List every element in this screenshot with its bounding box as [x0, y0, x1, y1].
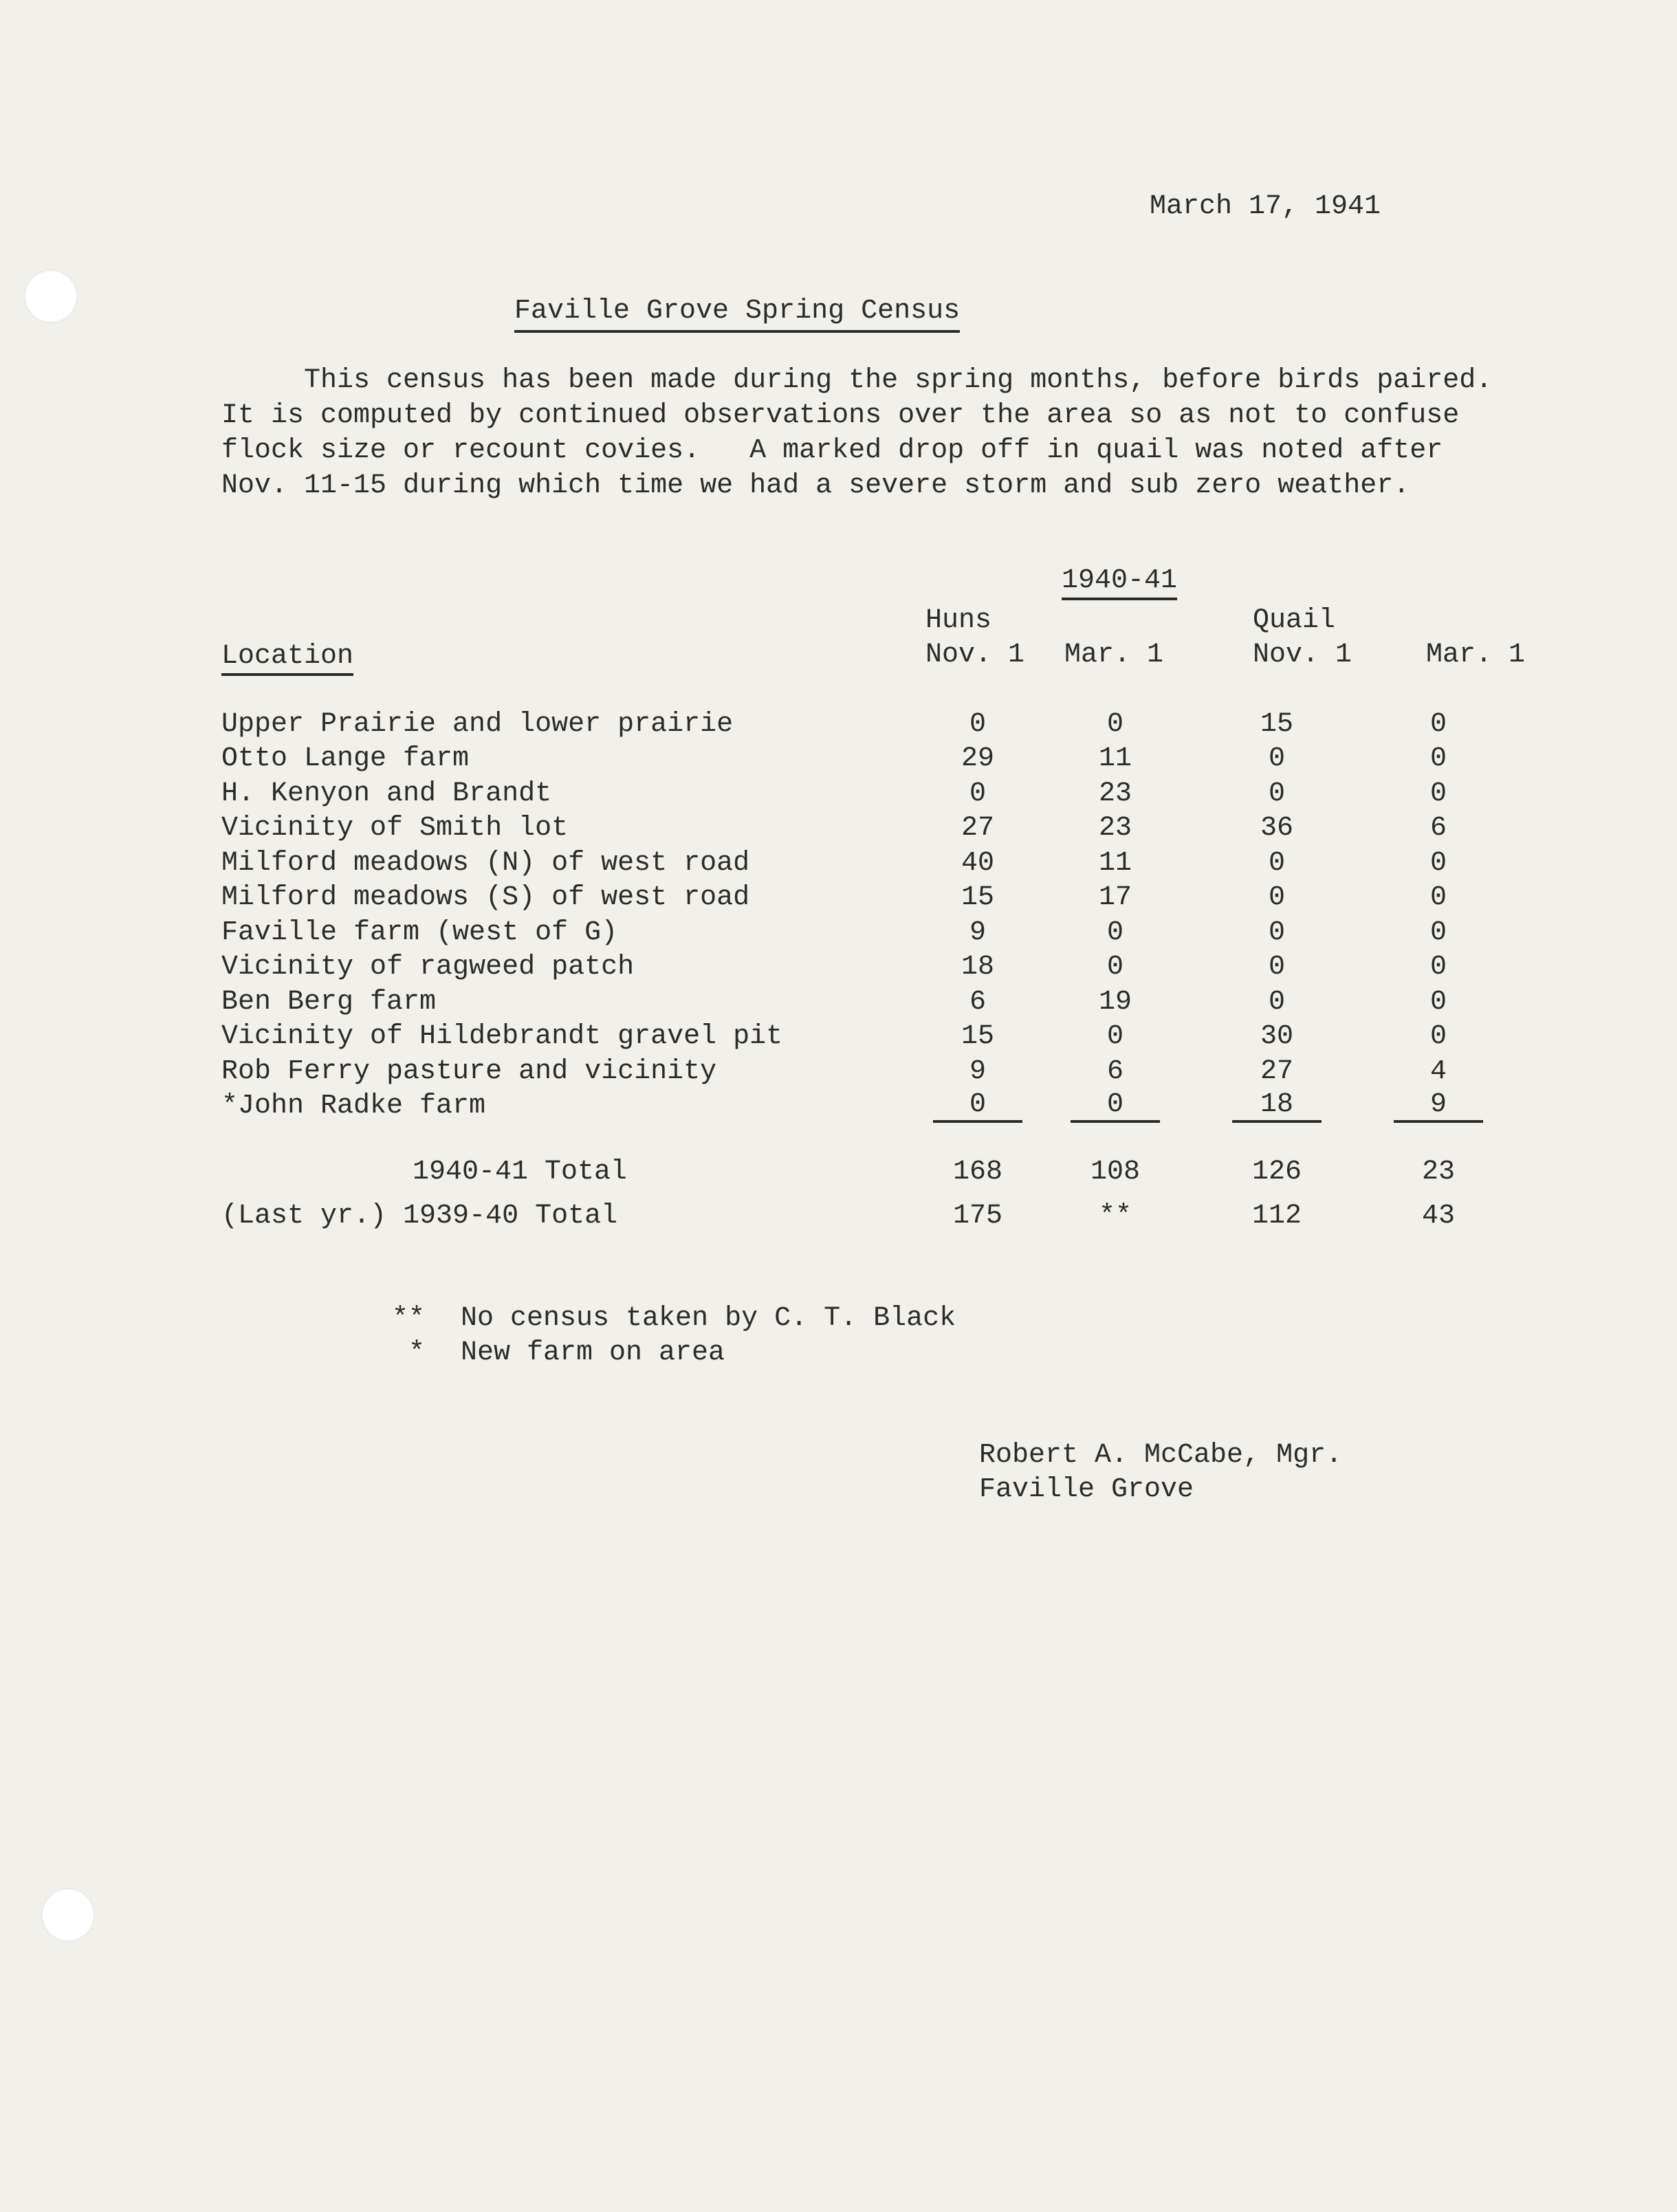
row-value-text: 6 [1429, 813, 1447, 844]
letter-date: March 17, 1941 [1150, 191, 1381, 222]
row-value [1370, 846, 1507, 881]
total-label: 1940-41 Total [413, 1156, 628, 1187]
footnote-text: New farm on area [461, 1337, 725, 1368]
row-value [909, 811, 1046, 846]
row-value [1184, 915, 1370, 950]
row-value [1370, 1054, 1507, 1089]
row-value [909, 707, 1046, 742]
census-row [221, 881, 1507, 916]
row-location: Upper Prairie and lower prairie [221, 708, 734, 740]
intro-paragraph [221, 363, 1555, 503]
huns-header: Huns [925, 605, 992, 636]
row-value [1184, 776, 1370, 811]
census-row [221, 707, 1507, 742]
row-value [1184, 846, 1370, 881]
row-value-text: 0 [1268, 917, 1285, 948]
col-quail-mar: Mar. 1 [1426, 639, 1526, 670]
row-value-text: 0 [1106, 952, 1124, 983]
document-title: Faville Grove Spring Census [514, 294, 960, 333]
row-value-text: 0 [1429, 847, 1447, 879]
row-location: Faville farm (west of G) [221, 917, 618, 948]
row-location: Ben Berg farm [221, 986, 437, 1018]
row-location: Vicinity of Hildebrandt gravel pit [221, 1021, 783, 1053]
row-value-text: 0 [1429, 1021, 1447, 1053]
total-value: 43 [1421, 1200, 1455, 1231]
row-value [909, 776, 1046, 811]
paragraph-line: Nov. 11-15 during which time we had a severe storm and sub zero weather. [221, 470, 1410, 501]
row-value-text: 0 [1429, 743, 1447, 775]
total-value: ** [1098, 1200, 1132, 1231]
row-value-text: 19 [1098, 986, 1132, 1018]
row-value [1370, 742, 1507, 777]
row-value-text: 27 [961, 813, 994, 844]
footnote [392, 1336, 956, 1370]
row-location: Milford meadows (S) of west road [221, 882, 750, 914]
signature-block [979, 1438, 1342, 1507]
total-value: 168 [952, 1156, 1002, 1187]
footnote-mark: ** [392, 1303, 426, 1334]
row-value-text: 0 [1429, 952, 1447, 983]
row-value [1370, 915, 1507, 950]
census-row [221, 776, 1507, 811]
census-row [221, 742, 1507, 777]
row-value-text: 0 [1268, 882, 1285, 914]
row-value [1184, 707, 1370, 742]
row-value-text: 0 [1429, 986, 1447, 1018]
footnotes [392, 1302, 956, 1370]
row-location: *John Radke farm [221, 1091, 486, 1122]
total-value: 23 [1421, 1156, 1455, 1187]
row-value-text: 0 [1106, 1021, 1124, 1053]
row-value-text: 0 [1268, 743, 1285, 775]
row-value [909, 742, 1046, 777]
census-row [221, 1054, 1507, 1089]
row-value-text: 36 [1260, 813, 1293, 844]
row-value [1046, 1054, 1184, 1089]
row-value [1046, 707, 1184, 742]
paragraph-line: flock size or recount covies. A marked drop off in quail was noted after [221, 435, 1443, 466]
season-header: 1940-41 [1062, 565, 1177, 600]
row-value [1046, 1020, 1184, 1055]
row-value [1046, 950, 1184, 985]
col-quail-nov: Nov. 1 [1253, 639, 1352, 670]
row-value [1370, 985, 1507, 1020]
row-value [1184, 985, 1370, 1020]
row-value [1046, 985, 1184, 1020]
row-value-text: 9 [1394, 1089, 1483, 1123]
row-value-text: 9 [969, 917, 986, 948]
total-value: 175 [952, 1200, 1002, 1231]
row-value-text: 9 [969, 1055, 986, 1087]
row-location: Milford meadows (N) of west road [221, 847, 750, 879]
row-value-text: 30 [1260, 1021, 1293, 1053]
punch-hole-top [24, 270, 78, 323]
row-value [909, 985, 1046, 1020]
census-row [221, 1089, 1507, 1124]
row-value-text: 0 [969, 778, 986, 809]
row-value [909, 950, 1046, 985]
total-value: 112 [1251, 1200, 1302, 1231]
row-value [1046, 742, 1184, 777]
row-value [1184, 1054, 1370, 1089]
row-value [909, 881, 1046, 916]
footnote-text: No census taken by C. T. Black [461, 1303, 956, 1334]
row-value-text: 0 [1429, 778, 1447, 809]
row-value-text: 29 [961, 743, 994, 775]
signature-org: Faville Grove [979, 1474, 1194, 1505]
row-location: H. Kenyon and Brandt [221, 778, 552, 809]
row-value-text: 11 [1098, 743, 1132, 775]
row-value-text: 0 [1429, 882, 1447, 914]
census-row [221, 985, 1507, 1020]
row-value [1370, 1089, 1507, 1124]
row-value-text: 15 [1260, 708, 1293, 740]
total-value: 108 [1090, 1156, 1140, 1187]
row-location: Otto Lange farm [221, 743, 470, 775]
row-value [1046, 1089, 1184, 1124]
row-value-text: 15 [961, 882, 994, 914]
row-value [909, 1054, 1046, 1089]
row-value [1046, 811, 1184, 846]
row-value-text: 0 [1268, 847, 1285, 879]
row-value [1184, 1089, 1370, 1124]
row-value [1184, 742, 1370, 777]
row-value [1184, 881, 1370, 916]
row-value-text: 23 [1098, 778, 1132, 809]
row-value-text: 0 [1429, 917, 1447, 948]
location-header: Location [221, 641, 353, 676]
row-value-text: 15 [961, 1021, 994, 1053]
row-value [1370, 811, 1507, 846]
row-value-text: 0 [1268, 778, 1285, 809]
row-value [1184, 950, 1370, 985]
census-row [221, 846, 1507, 881]
row-value-text: 0 [1268, 986, 1285, 1018]
row-value-text: 0 [969, 708, 986, 740]
row-value-text: 6 [969, 986, 986, 1018]
row-value-text: 0 [1106, 917, 1124, 948]
quail-header: Quail [1253, 605, 1336, 636]
row-value-text: 6 [1106, 1055, 1124, 1087]
paragraph-line: This census has been made during the spring months, before birds paired. [221, 365, 1493, 396]
row-value [1184, 1020, 1370, 1055]
row-value [1046, 915, 1184, 950]
row-value [909, 1020, 1046, 1055]
row-value-text: 0 [1106, 708, 1124, 740]
footnote-mark: * [392, 1337, 426, 1368]
row-value [1370, 881, 1507, 916]
row-value-text: 0 [1268, 952, 1285, 983]
row-location: Rob Ferry pasture and vicinity [221, 1055, 717, 1087]
total-label: (Last yr.) 1939-40 Total [221, 1200, 618, 1231]
row-value-text: 0 [1429, 708, 1447, 740]
row-value-text: 4 [1429, 1055, 1447, 1087]
row-value-text: 18 [1232, 1089, 1322, 1123]
total-value: 126 [1251, 1156, 1302, 1187]
col-huns-mar: Mar. 1 [1064, 639, 1164, 670]
footnote [392, 1302, 956, 1336]
row-value-text: 0 [933, 1089, 1022, 1123]
row-location: Vicinity of ragweed patch [221, 952, 635, 983]
row-value [1370, 707, 1507, 742]
row-value [1046, 881, 1184, 916]
row-value [909, 846, 1046, 881]
paragraph-line: It is computed by continued observations over the area so as not to confuse [221, 400, 1460, 431]
row-value [1184, 811, 1370, 846]
census-row [221, 1020, 1507, 1055]
row-value-text: 0 [1071, 1089, 1160, 1123]
row-location: Vicinity of Smith lot [221, 813, 569, 844]
col-huns-nov: Nov. 1 [925, 639, 1025, 670]
census-row [221, 950, 1507, 985]
row-value [909, 1089, 1046, 1124]
total-row [221, 1194, 1507, 1238]
census-table [221, 707, 1507, 1124]
signature-name: Robert A. McCabe, Mgr. [979, 1440, 1343, 1471]
total-row [221, 1150, 1507, 1194]
row-value [1370, 950, 1507, 985]
row-value-text: 17 [1098, 882, 1132, 914]
row-value-text: 18 [961, 952, 994, 983]
row-value [1046, 776, 1184, 811]
punch-hole-bottom [41, 1888, 95, 1942]
totals-table [221, 1150, 1507, 1238]
row-value-text: 23 [1098, 813, 1132, 844]
row-value [909, 915, 1046, 950]
row-value [1370, 776, 1507, 811]
row-value-text: 27 [1260, 1055, 1293, 1087]
row-value [1046, 846, 1184, 881]
row-value [1370, 1020, 1507, 1055]
census-row [221, 811, 1507, 846]
row-value-text: 11 [1098, 847, 1132, 879]
row-value-text: 40 [961, 847, 994, 879]
census-row [221, 915, 1507, 950]
